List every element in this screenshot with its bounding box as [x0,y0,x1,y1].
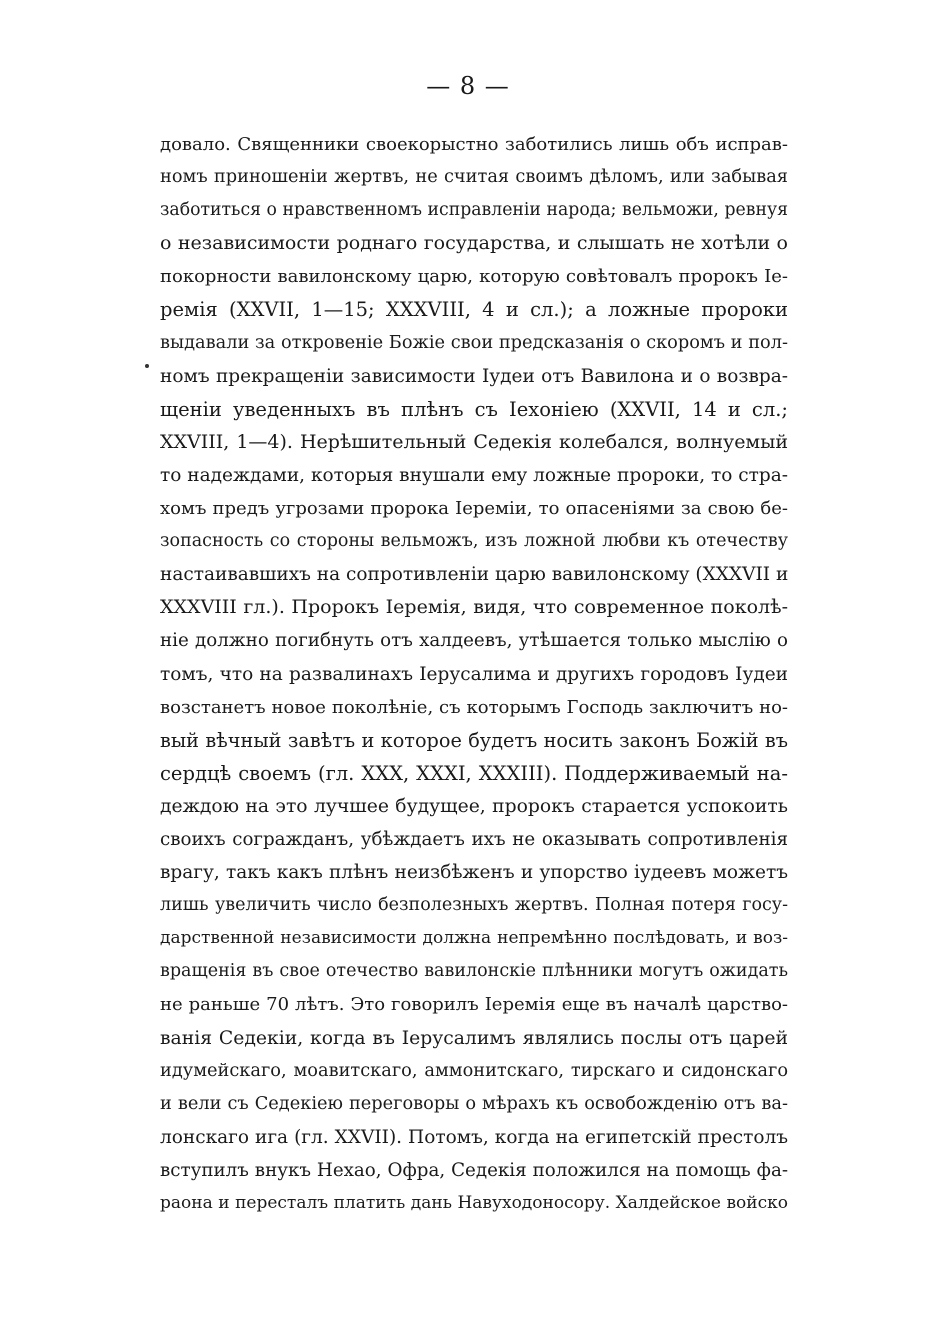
text-line: лонскаго ига (гл. XXVII). Потомъ, когда на египетскiй престолъ [160,1126,788,1148]
text-line: вращенiя въ свое отечество вавилонскiе плѣнники могутъ ожидать [160,961,788,982]
text-line: зопасность со стороны вельможъ, изъ ложной любви къ отечеству [160,531,788,552]
text-line: своихъ согражданъ, убѣждаетъ ихъ не оказывать сопротивленiя [160,828,788,850]
margin-mark [145,364,149,368]
text-line: нiе должно погибнуть отъ халдеевъ, утѣшается только мыслiю о [160,630,788,652]
text-line: сердцѣ своемъ (гл. XXX, XXXI, XXXIII). Поддерживаемый на- [160,761,788,785]
text-line: лишь увеличить число безполезныхъ жертвъ. Полная потеря госу- [160,895,788,916]
text-line: ремiя (XXVII, 1—15; XXXVIII, 4 и сл.); а ложные пророки [160,298,788,322]
text-line: ванiя Седекiи, когда въ Iерусалимъ являлись послы отъ царей [160,1027,788,1049]
text-line: щенiи уведенныхъ въ плѣнъ съ Iехонiею (XXVII, 14 и сл.; [160,397,788,421]
text-line: вступилъ внукъ Нехао, Офра, Седекiя положился на помощь фа- [160,1159,788,1181]
text-line: довало. Священники своекорыстно заботились лишь объ исправ- [160,134,788,155]
text-line: вый вѣчный завѣтъ и которое будетъ носить законъ Божiй въ [160,728,788,752]
text-line: раона и пересталъ платить дань Навуходоносору. Халдейское войско [160,1193,788,1213]
text-line: о независимости роднаго государства, и слышать не хотѣли о [160,232,788,255]
text-line: деждою на это лучшее будущее, пророкъ старается успокоить [160,795,788,817]
text-line: XXVIII, 1—4). Нерѣшительный Седекiя колебался, волнуемый [160,430,788,453]
text-line: номъ приношенiи жертвъ, не считая своимъ дѣломъ, или забывая [160,167,788,188]
text-line: не раньше 70 лѣтъ. Это говорилъ Iеремiя еще въ началѣ царство- [160,994,788,1016]
text-line: возстанетъ новое поколѣнiе, съ которымъ Господь заключитъ но- [160,696,788,718]
page-number: — 8 — [426,72,510,100]
text-line: идумейскаго, моавитскаго, аммонитскаго, тирскаго и сидонскаго [160,1060,788,1081]
text-line: томъ, что на развалинахъ Iерусалима и другихъ городовъ Iудеи [160,663,788,685]
text-line: номъ прекращенiи зависимости Iудеи отъ Вавилона и о возвра- [160,365,788,387]
text-line: покорности вавилонскому царю, которую совѣтовалъ пророкъ Iе- [160,266,788,288]
text-line: хомъ предъ угрозами пророка Iеремiи, то опасенiями за свою бе- [160,498,788,520]
text-line: настаивавшихъ на сопротивленiи царю вавилонскому (XXXVII и [160,564,788,586]
text-line: выдавали за откровенiе Божiе свои предсказанiя о скоромъ и пол- [160,332,788,353]
text-line: дарственной независимости должна непремѣнно послѣдовать, и воз- [160,928,788,949]
text-line: заботиться о нравственномъ исправленiи народа; вельможи, ревнуя [160,200,788,221]
text-line: то надеждами, которыя внушали ему ложные пророки, то стра- [160,464,788,486]
text-line: XXXVIII гл.). Пророкъ Iеремiя, видя, что современное поколѣ- [160,596,788,619]
text-line: и вели съ Седекiею переговоры о мѣрахъ къ освобожденiю отъ ва- [160,1093,788,1114]
body-text [160,128,788,1220]
text-line: врагу, такъ какъ плѣнъ неизбѣженъ и упорство iудеевъ можетъ [160,862,788,884]
